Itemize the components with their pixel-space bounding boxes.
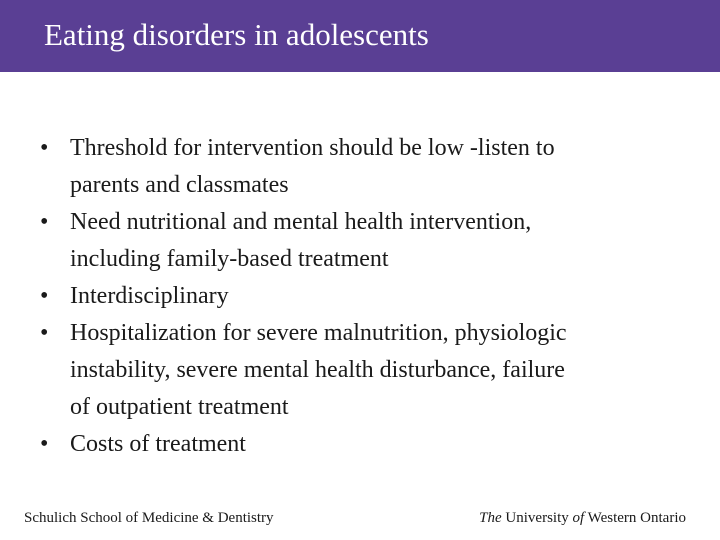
bullet-dot: • [40, 283, 49, 309]
footer-university-name [479, 510, 686, 527]
footer-the: The [479, 510, 502, 526]
bullet-line: instability, severe mental health disturbance, failure [70, 357, 565, 383]
bullet-item [28, 315, 668, 426]
slide-title: Eating disorders in adolescents [44, 17, 429, 52]
bullet-item [28, 426, 668, 463]
bullet-line: Costs of treatment [70, 431, 246, 457]
bullet-dot: • [40, 320, 49, 346]
bullet-line: including family-based treatment [70, 246, 389, 272]
bullet-line: of outpatient treatment [70, 394, 289, 420]
bullet-list [28, 130, 668, 463]
footer-of: of [572, 510, 585, 526]
footer-school-name: Schulich School of Medicine & Dentistry [24, 510, 274, 526]
bullet-line: Interdisciplinary [70, 283, 229, 309]
bullet-line: Hospitalization for severe malnutrition, physiologic [70, 320, 567, 346]
footer-university: University [501, 510, 573, 526]
bullet-item [28, 130, 668, 204]
bullet-dot: • [40, 135, 49, 161]
bullet-line: parents and classmates [70, 172, 289, 198]
bullet-item [28, 204, 668, 278]
footer-western-ontario: Western Ontario [584, 510, 686, 526]
bullet-line: Threshold for intervention should be low -listen to [70, 135, 555, 161]
title-bar [0, 0, 720, 72]
bullet-line: Need nutritional and mental health intervention, [70, 209, 532, 235]
bullet-item [28, 278, 668, 315]
bullet-dot: • [40, 209, 49, 235]
bullet-dot: • [40, 431, 49, 457]
